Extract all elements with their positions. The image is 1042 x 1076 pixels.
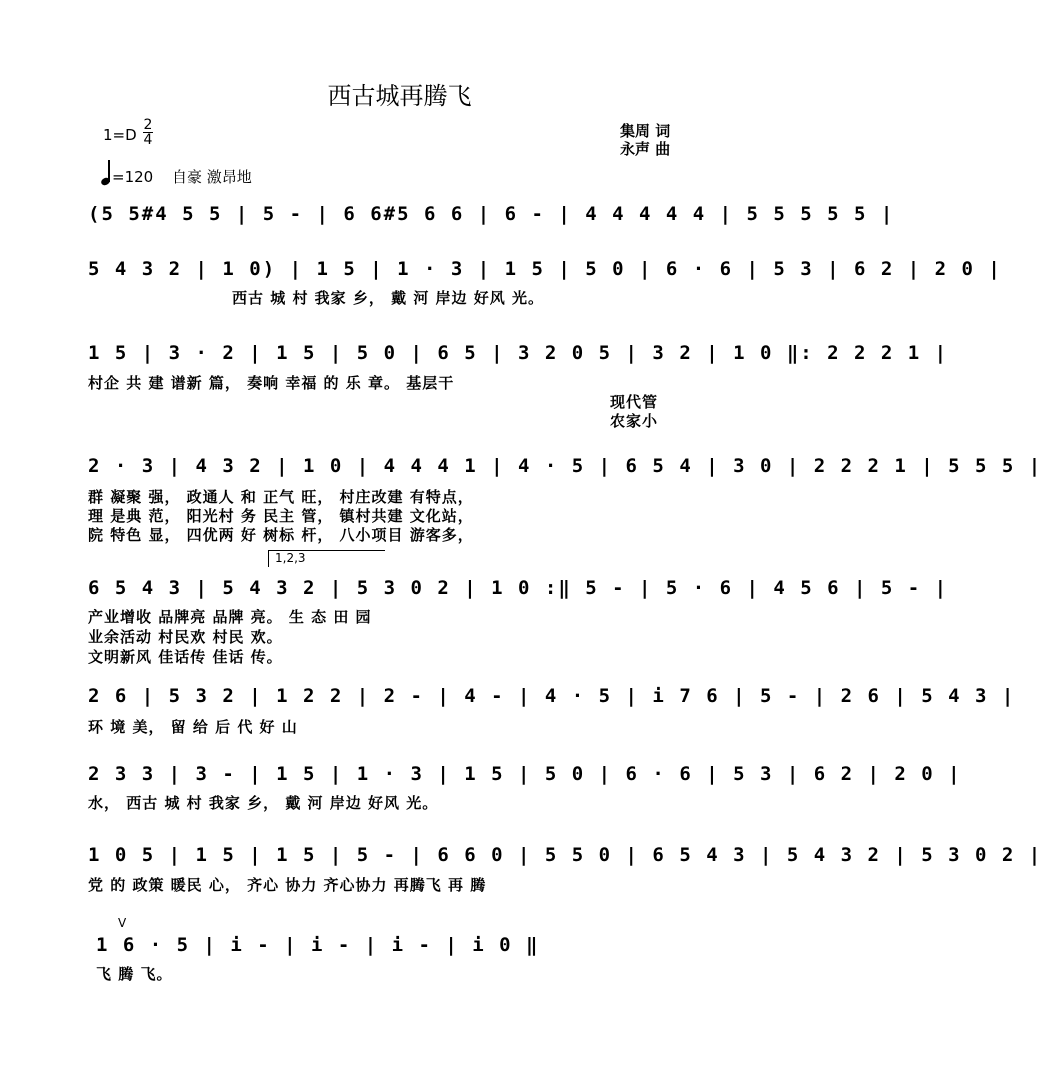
notation-row-4: 2 · 3 | 4 3 2 | 1 0 | 4 4 4 1 | 4 · 5 | 6 5 4 | 3 0 | 2 2 2 1 | 5 5 5 | (88, 455, 1042, 477)
mood-marking: 自豪 激昂地 (172, 168, 252, 186)
lyricist: 集周 词 (620, 122, 671, 140)
composer: 永声 曲 (620, 140, 671, 158)
tempo-value: =120 (112, 168, 154, 186)
lyric-line-11: 环 境 美， 留 给 后 代 好 山 (88, 718, 298, 736)
notation-row-9: 1 6 · 5 | i - | i - | i - | i 0 ‖ (96, 934, 540, 956)
notation-row-1: (5 5#4 5 5 | 5 - | 6 6#5 6 6 | 6 - | 4 4 4 4 4 | 5 5 5 5 5 | (88, 203, 895, 225)
notation-row-5: 6 5 4 3 | 5 4 3 2 | 5 3 0 2 | 1 0 :‖ 5 - | 5 · 6 | 4 5 6 | 5 - | (88, 577, 949, 599)
notation-row-6: 2 6 | 5 3 2 | 1 2 2 | 2 - | 4 - | 4 · 5 | i 7 6 | 5 - | 2 6 | 5 4 3 | (88, 685, 1016, 707)
tempo-marking (100, 160, 153, 186)
lyric-line-14: 飞 腾 飞。 (96, 965, 173, 983)
lyric-line-10: 文明新风 佳话传 佳话 传。 (88, 648, 283, 666)
lyric-line-6: 理 是典 范， 阳光村 务 民主 管， 镇村共建 文化站， (88, 507, 474, 525)
lyric-line-13: 党 的 政策 暖民 心， 齐心 协力 齐心协力 再腾飞 再 腾 (88, 876, 487, 894)
quarter-note-icon (100, 160, 112, 186)
notation-row-7: 2 3 3 | 3 - | 1 5 | 1 · 3 | 1 5 | 5 0 | 6 · 6 | 5 3 | 6 2 | 2 0 | (88, 763, 962, 785)
lyric-line-8: 产业增收 品牌亮 品牌 亮。 生 态 田 园 (88, 608, 372, 626)
notation-row-3: 1 5 | 3 · 2 | 1 5 | 5 0 | 6 5 | 3 2 0 5 | 3 2 | 1 0 ‖: 2 2 2 1 | (88, 342, 949, 364)
key-signature: 1=D (103, 126, 137, 144)
lyric-line-4: 农家小 (610, 412, 659, 430)
lyric-line-2: 村企 共 建 谱新 篇， 奏响 幸福 的 乐 章。 基层干 (88, 374, 455, 392)
breath-mark: V (118, 916, 127, 930)
song-title: 西古城再腾飞 (327, 82, 472, 110)
volta-bracket: 1,2,3 (268, 550, 385, 567)
notation-row-2: 5 4 3 2 | 1 0) | 1 5 | 1 · 3 | 1 5 | 5 0 | 6 · 6 | 5 3 | 6 2 | 2 0 | (88, 258, 1002, 280)
lyric-line-7: 院 特色 显， 四优两 好 树标 杆， 八小项目 游客多， (88, 526, 474, 544)
notation-row-8: 1 0 5 | 1 5 | 1 5 | 5 - | 6 6 0 | 5 5 0 | 6 5 4 3 | 5 4 3 2 | 5 3 0 2 | (88, 844, 1042, 866)
time-sig-top: 2 (143, 117, 153, 133)
lyric-line-3: 现代管 (610, 393, 659, 411)
lyric-line-9: 业余活动 村民欢 村民 欢。 (88, 628, 283, 646)
time-sig-bottom: 4 (143, 132, 153, 148)
lyric-line-5: 群 凝聚 强， 政通人 和 正气 旺， 村庄改建 有特点， (88, 488, 474, 506)
credits (620, 122, 670, 158)
time-signature (143, 118, 153, 147)
lyric-line-12: 水， 西古 城 村 我家 乡， 戴 河 岸边 好风 光。 (88, 794, 439, 812)
lyric-line-1: 西古 城 村 我家 乡， 戴 河 岸边 好风 光。 (232, 289, 545, 307)
